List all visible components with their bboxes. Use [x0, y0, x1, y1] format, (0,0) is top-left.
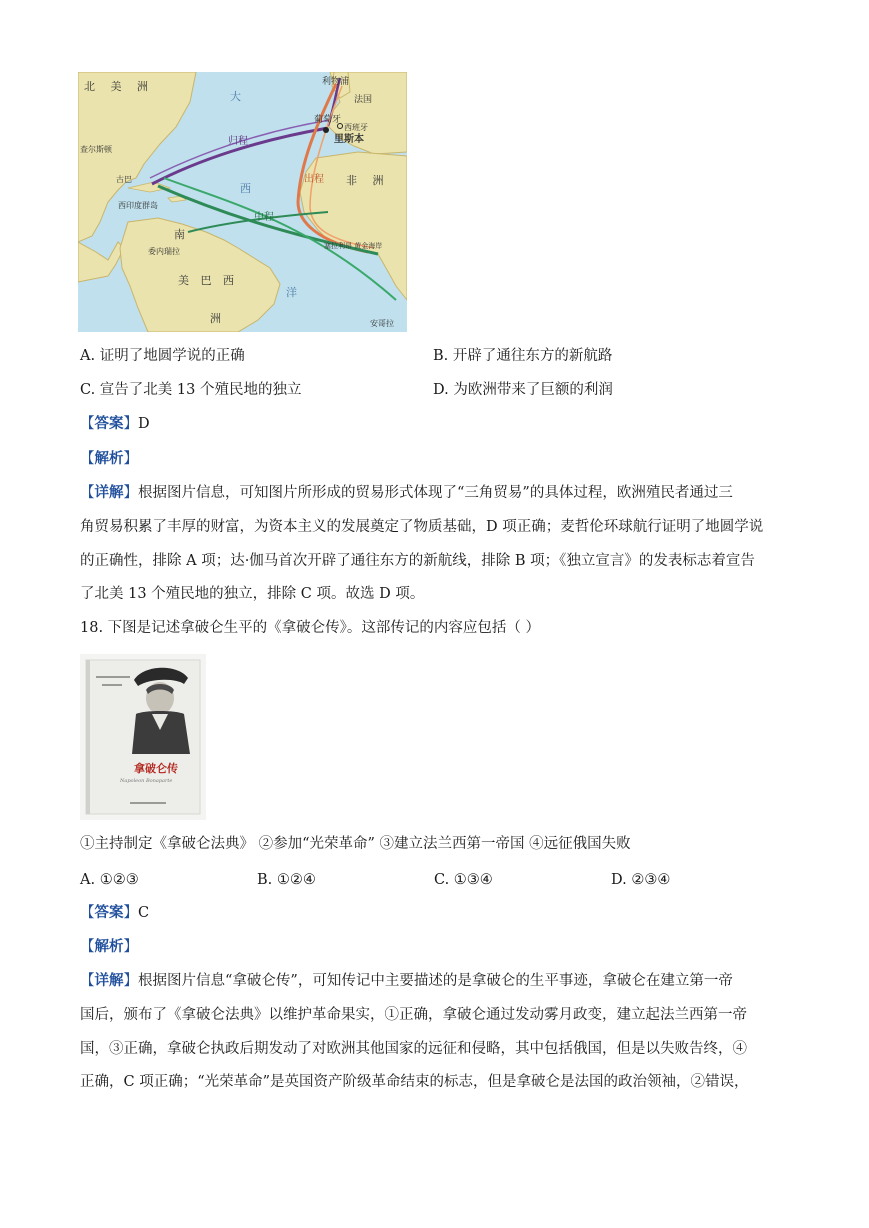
map-label-west-indies: 西印度群岛	[118, 201, 158, 210]
detail-bracket-open: 【	[80, 973, 95, 989]
map-label-africa: 非 洲	[346, 174, 390, 187]
map-label-havana: 古巴	[116, 175, 132, 184]
answer-bracket-open: 【	[80, 416, 95, 432]
analysis-label: 解析	[94, 450, 124, 467]
q17-detail-line-4: 了北美 13 个殖民地的独立，排除 C 项。故选 D 项。	[80, 586, 425, 602]
detail-text: 根据图片信息，可知图片所形成的贸易形式体现了“三角贸易”的具体过程，欧洲殖民者通过三	[138, 485, 733, 501]
q18-detail-line-4: 正确，C 项正确；“光荣革命”是英国资产阶级革命结束的标志，但是拿破仑是法国的政治领袖，②错误，	[80, 1074, 749, 1090]
answer-label: 答案	[94, 415, 124, 432]
triangular-trade-map	[78, 72, 407, 332]
answer-bracket-open: 【	[80, 905, 95, 921]
map-label-atlantic-da: 大	[230, 90, 241, 103]
map-label-spain: 西班牙	[344, 123, 368, 132]
map-label-atlantic-xi: 西	[240, 182, 251, 195]
detail-text: 根据图片信息“拿破仑传”，可知传记中主要描述的是拿破仑的生平事迹，拿破仑在建立第一帝	[138, 973, 733, 989]
q17-detail-line-3: 的正确性，排除 A 项；达·伽马首次开辟了通往东方的新航线，排除 B 项；《独立宣言》的发表标志着宣告	[80, 553, 755, 569]
lisbon-port	[323, 127, 329, 133]
q17-option-d: D. 为欧洲带来了巨额的利润	[433, 382, 613, 398]
answer-value: C	[138, 905, 150, 921]
detail-bracket-close: 】	[123, 973, 138, 989]
q18-stem: 18. 下图是记述拿破仑生平的《拿破仑传》。这部传记的内容应包括（ ）	[80, 620, 541, 636]
analysis-bracket-close: 】	[123, 939, 138, 955]
map-label-atlantic-yang: 洋	[286, 286, 297, 299]
map-label-lisbon: 里斯本	[334, 134, 364, 145]
map-label-return-route: 归程	[228, 136, 248, 147]
q17-answer	[80, 414, 150, 434]
detail-label: 详解	[94, 484, 124, 501]
q18-detail-line-1	[80, 971, 733, 991]
map-label-guinea: 塞拉利昂 黄金海岸	[324, 242, 383, 250]
q18-statements: ①主持制定《拿破仑法典》 ②参加“光荣革命” ③建立法兰西第一帝国 ④远征俄国失败	[80, 836, 631, 852]
map-label-france: 法国	[354, 95, 373, 105]
book-translator-line	[102, 684, 122, 686]
detail-bracket-open: 【	[80, 485, 95, 501]
map-label-liverpool: 利物浦	[322, 77, 350, 87]
q17-detail-line-2: 角贸易积累了丰厚的财富，为资本主义的发展奠定了物质基础，D 项正确；麦哲伦环球航行证明了地圆学说	[80, 519, 764, 535]
book-publisher-mark	[130, 802, 166, 804]
q17-detail-line-1	[80, 483, 733, 503]
q18-detail-line-2: 国后，颁布了《拿破仑法典》以维护革命果实，①正确，拿破仑通过发动雾月政变，建立起法兰西第一帝	[80, 1007, 747, 1023]
analysis-label: 解析	[94, 938, 124, 955]
q17-option-c: C. 宣告了北美 13 个殖民地的独立	[80, 382, 302, 398]
book-subtitle: Napoleon Bonaparte	[120, 778, 173, 784]
analysis-bracket-open: 【	[80, 939, 95, 955]
q17-option-a: A. 证明了地圆学说的正确	[80, 348, 245, 364]
map-label-south-america-nan: 南	[174, 228, 185, 241]
answer-bracket-close: 】	[123, 905, 138, 921]
q18-detail-line-3: 国，③正确，拿破仑执政后期发动了对欧洲其他国家的远征和侵略，其中包括俄国，但是以失败告终，④	[80, 1041, 747, 1057]
q18-answer	[80, 903, 149, 923]
detail-bracket-close: 】	[123, 485, 138, 501]
map-label-angola: 安哥拉	[370, 319, 394, 328]
answer-value: D	[138, 416, 150, 432]
book-author-line	[96, 676, 130, 678]
answer-bracket-close: 】	[123, 416, 138, 432]
map-label-outbound-route: 出程	[304, 174, 324, 185]
map-label-south-america-zhou: 洲	[210, 312, 221, 325]
q17-option-b: B. 开辟了通往东方的新航路	[433, 348, 613, 364]
map-label-north-america: 北 美 洲	[84, 80, 154, 93]
map-label-south-america-rest: 美 巴 西	[178, 274, 238, 287]
q17-analysis-heading	[80, 449, 138, 469]
q18-analysis-heading	[80, 937, 138, 957]
map-label-venezuela: 委内瑞拉	[148, 247, 180, 256]
detail-label: 详解	[94, 972, 124, 989]
map-label-charleston: 查尔斯顿	[80, 145, 112, 154]
analysis-bracket-close: 】	[123, 451, 138, 467]
book-title: 拿破仑传	[134, 762, 178, 775]
analysis-bracket-open: 【	[80, 451, 95, 467]
map-label-middle-passage: 中程	[254, 212, 274, 223]
map-label-portugal: 葡萄牙	[314, 115, 342, 125]
q18-option-b: B. ①②④	[257, 872, 316, 888]
q18-option-d: D. ②③④	[611, 872, 671, 888]
answer-label: 答案	[94, 904, 124, 921]
q18-option-a: A. ①②③	[80, 872, 139, 888]
q18-option-c: C. ①③④	[434, 872, 493, 888]
napoleon-biography-book-cover	[80, 654, 206, 820]
